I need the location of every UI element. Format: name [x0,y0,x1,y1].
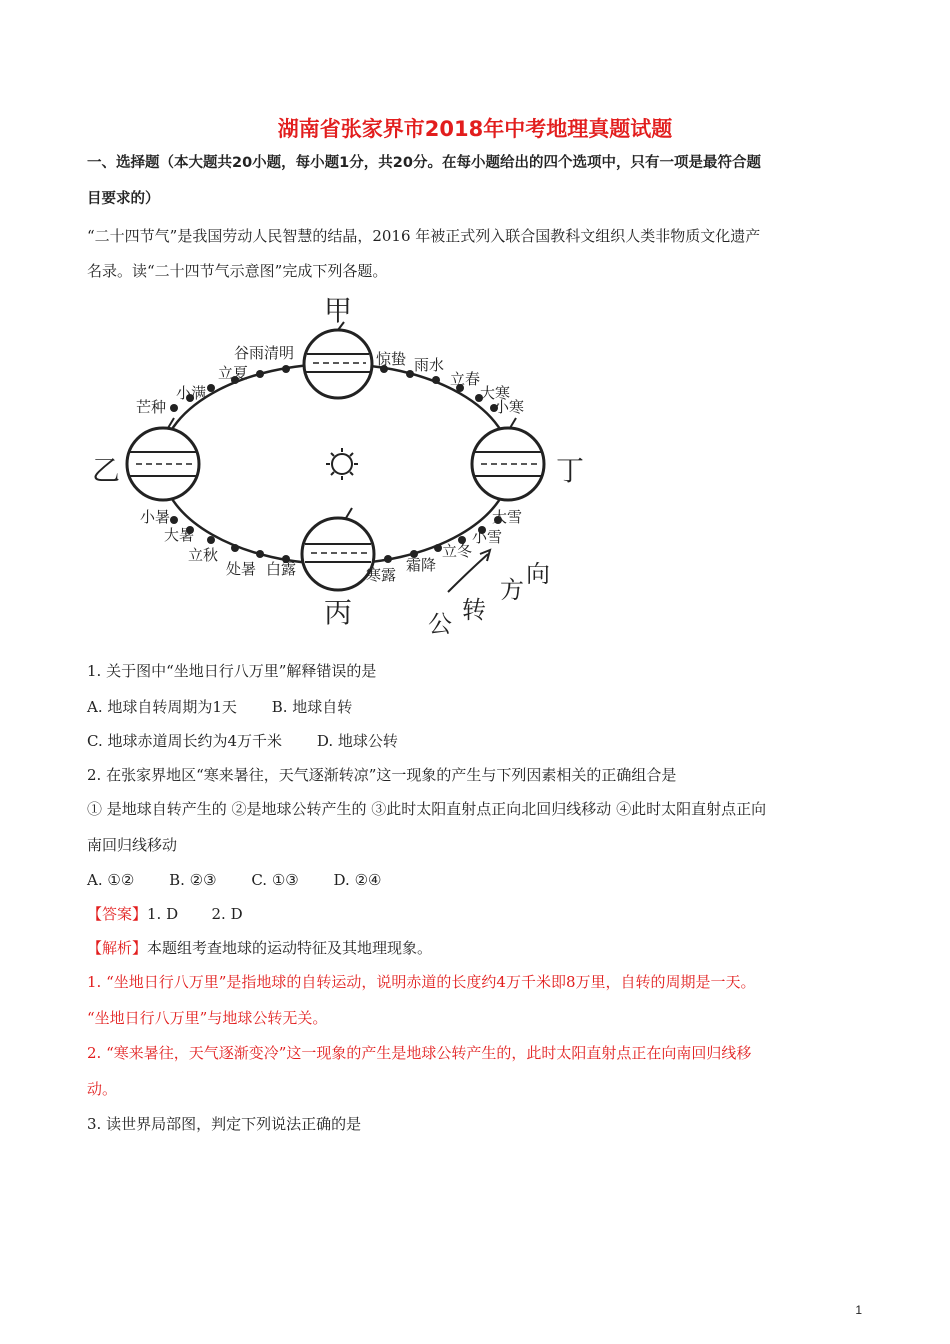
page-title: 湖南省张家界市2018年中考地理真题试题 [277,117,673,141]
option: B. ②③ [169,871,217,889]
term-label: 小满 [176,384,207,402]
option: D. 地球公转 [316,732,398,750]
term-label: 霜降 [406,556,437,574]
term-label: 谷雨清明 [234,344,295,362]
question-1: 1. 关于图中“坐地日行八万里”解释错误的是 [87,662,377,680]
term-label: 立夏 [218,364,249,382]
question-2: 2. 在张家界地区“寒来暑往，天气逐渐转凉”这一现象的产生与下列因素相关的正确组合是 [87,766,677,784]
answer-line [87,904,867,924]
option: B. 地球自转 [271,698,353,716]
question-1-options-ab [87,697,867,717]
term-label: 立冬 [442,542,473,560]
term-label: 小暑 [140,508,171,526]
intro-text-cont: 名录。读“二十四节气示意图”完成下列各题。 [87,262,388,280]
question-2-statements: ① 是地球自转产生的 ②是地球公转产生的 ③此时太阳直射点正向北回归线移动 ④此时太阳直射点正向 [87,800,767,818]
analysis-2: 2. “寒来暑往，天气逐渐变冷”这一现象的产生是地球公转产生的，此时太阳直射点正在向南回归线移 [87,1044,752,1062]
analysis-1: 1. “坐地日行八万里”是指地球的自转运动，说明赤道的长度约4万千米即8万里，自转的周期是一天。 [87,973,756,991]
analysis-line [87,938,867,958]
term-label: 立春 [450,370,481,388]
option: C. 地球赤道周长约为4万千米 [87,732,283,750]
question-1-options-cd [87,731,867,751]
option: A. ①② [87,871,135,889]
revolution-char: 公 [428,610,452,638]
term-label: 处暑 [226,560,257,578]
term-label: 惊蛰 [376,350,407,368]
section-heading: 一、选择题（本大题共20小题，每小题1分，共20分。在每小题给出的四个选项中，只有一项是最符合题 [87,155,761,171]
term-label: 白露 [266,560,297,578]
term-label: 寒露 [366,566,397,584]
term-label: 芒种 [136,398,167,416]
section-heading-cont: 目要求的） [87,191,160,207]
analysis-tag: 【解析】 [87,939,148,957]
term-label: 立秋 [188,546,219,564]
revolution-char: 转 [462,596,486,624]
revolution-char: 向 [526,560,550,588]
answer-tag: 【答案】 [87,905,148,923]
question-2-options [87,870,867,890]
term-label: 大雪 [492,508,523,526]
answer-text: 1. D 2. D [147,905,243,923]
question-3: 3. 读世界局部图，判定下列说法正确的是 [87,1115,362,1133]
label-left: 乙 [92,454,121,487]
option: A. 地球自转周期为1天 [87,698,237,716]
analysis-2-cont: 动。 [87,1080,118,1098]
label-right: 丁 [556,454,585,487]
analysis-1-cont: “坐地日行八万里”与地球公转无关。 [87,1009,328,1027]
term-label: 大寒 [480,384,511,402]
term-label: 小寒 [494,398,525,416]
earth-left [127,418,199,500]
label-bottom: 丙 [324,596,353,629]
term-label: 大暑 [164,526,195,544]
sun-icon [326,448,358,480]
earth-right [472,418,544,500]
earth-bottom [302,508,374,590]
intro-text: “二十四节气”是我国劳动人民智慧的结晶，2016 年被正式列入联合国教科文组织人类非物质文化遗产 [87,227,761,245]
label-top: 甲 [324,294,353,327]
page-number: 1 [855,1303,862,1317]
revolution-char: 方 [500,576,524,604]
option: C. ①③ [251,871,299,889]
earth-top [304,322,372,398]
term-label: 小雪 [472,528,503,546]
term-label: 雨水 [414,356,445,374]
analysis-text: 本题组考查地球的运动特征及其地理现象。 [147,939,433,957]
question-2-statements-cont: 南回归线移动 [87,836,178,854]
option: D. ②④ [333,871,382,889]
solar-terms-diagram [88,292,588,640]
